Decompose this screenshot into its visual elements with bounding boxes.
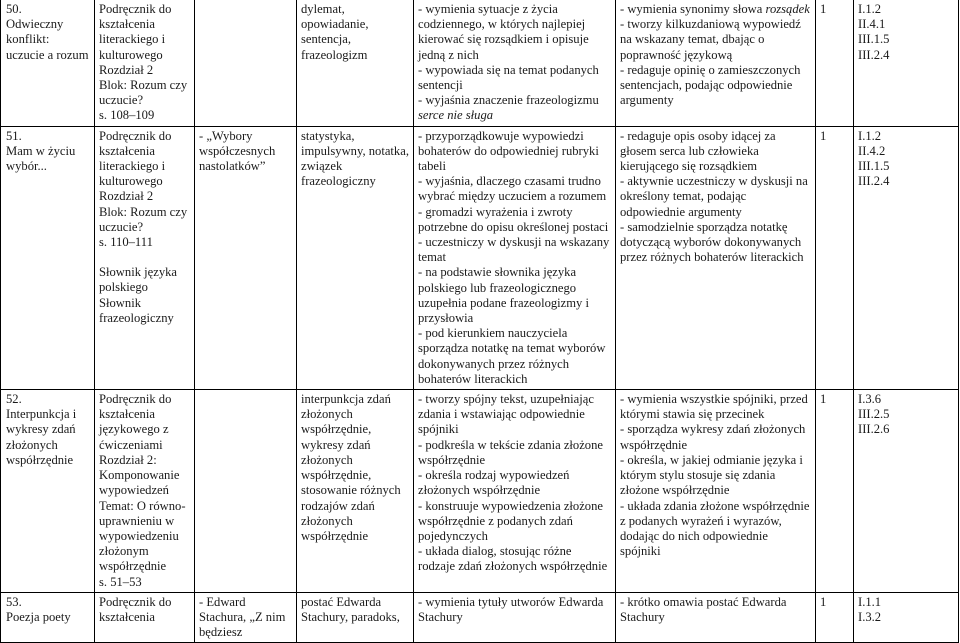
basic-requirements-cell (414, 592, 616, 643)
word-italic: rozsądek (765, 2, 810, 16)
texts-cell (195, 126, 297, 389)
extended-requirements-cell (616, 390, 816, 593)
lesson-number: 50. (6, 2, 22, 16)
table-row (1, 0, 959, 126)
basic-requirements-cell (414, 126, 616, 389)
hours-cell (816, 592, 854, 643)
lesson-topic: Mam w życiu wybór... (6, 143, 76, 174)
basic-line: - określa rodzaj wypowiedzeń złożonych współrzędnie (418, 468, 570, 498)
extended-line: - tworzy kilkuzdaniową wypowiedź na wskazany temat, dbając o poprawność językową (620, 17, 801, 62)
lesson-number: 51. (6, 128, 22, 143)
concepts-cell (297, 126, 414, 389)
sources-text: Podręcznik do kształcenia literackiego i kulturowego Rozdział 2 Blok: Rozum czy uczucie? s. 110–111 (99, 128, 188, 250)
texts-cell (195, 390, 297, 593)
basic-line: - pod kierunkiem nauczyciela sporządza notatkę na temat wyborów dokonywanych przez różnych bohaterów literackich (418, 326, 606, 386)
extended-line-prefix: - wymienia synonimy słowa (620, 2, 766, 16)
basic-line: - na podstawie słownika języka polskiego lub frazeologicznego uzupełnia podane frazeologizmy i przysłowia (418, 265, 589, 326)
extended-line: - krótko omawia postać Edwarda Stachury (620, 594, 787, 624)
basic-line: - wymienia sytuacje z życia codziennego, w których najlepiej kierować się rozsądkiem i opisuje jedną z nich (418, 2, 589, 62)
lesson-topic: Interpunkcja i wykresy zdań złożonych współrzędnie (6, 407, 77, 467)
hours-cell (816, 390, 854, 593)
basic-line: - układa dialog, stosując różne rodzaje zdań złożonych współrzędnie (418, 544, 608, 574)
concepts-text: interpunkcja zdań złożonych współrzędnie, wykresy zdań złożonych współrzędnie, stosowanie różnych rodzajów zdań złożonych współrzędnie (301, 392, 401, 543)
basic-line: - podkreśla w tekście zdania złożone współrzędnie (418, 437, 603, 467)
sources-text: Podręcznik do kształcenia literackiego i kulturowego Rozdział 2 Blok: Rozum czy uczucie? s. 108–109 (99, 2, 188, 123)
extended-line: - redaguje opinię o zamieszczonych sentencjach, podając odpowiednie argumenty (620, 62, 801, 108)
core-curriculum-codes: I.3.6 III.2.5 III.2.6 (858, 392, 890, 437)
sources-cell (95, 390, 195, 593)
basic-requirements-cell (414, 0, 616, 126)
lesson-cell (1, 0, 95, 126)
hours-value: 1 (820, 2, 827, 16)
lesson-cell (1, 592, 95, 643)
concepts-text: dylemat, opowiadanie, sentencja, frazeologizm (301, 2, 369, 62)
lesson-number: 53. (6, 594, 22, 609)
sources-cell (95, 592, 195, 643)
hours-value: 1 (820, 128, 827, 143)
extended-line: - redaguje opis osoby idącej za głosem serca lub człowieka kierującego się rozsądkiem (620, 128, 776, 174)
basic-line: - wymienia tytuły utworów Edwarda Stachury (418, 594, 604, 624)
texts-text: - Edward Stachura, „Z nim będziesz (199, 594, 286, 640)
basic-line: - wypowiada się na temat podanych sentencji (418, 62, 599, 93)
texts-text: - „Wybory współczesnych nastolatków” (199, 128, 276, 174)
core-curriculum-cell (854, 126, 959, 389)
basic-line: - wyjaśnia, dlaczego czasami trudno wybrać między uczuciem a rozumem (418, 174, 607, 204)
extended-line: - określa, w jakiej odmianie języka i którym stylu stosuje się zdania złożone współrzędnie (620, 452, 803, 498)
extended-line: - aktywnie uczestniczy w dyskusji na określony temat, podając odpowiednie argumenty (620, 174, 808, 219)
extended-line: - wymienia wszystkie spójniki, przed którymi stawia się przecinek (620, 392, 808, 422)
lesson-number: 52. (6, 392, 22, 407)
spacer (99, 250, 190, 265)
basic-line: - gromadzi wyrażenia i zwroty potrzebne do opisu określonej postaci (418, 204, 609, 234)
basic-line: - konstruuje wypowiedzenia złożone współrzędnie z podanych zdań pojedynczych (418, 498, 603, 543)
extended-line: - układa zdania złożone współrzędnie z podanych wyrażeń i wyrazów, dodając do nich odpowiednie spójniki (620, 498, 810, 559)
core-curriculum-cell (854, 592, 959, 643)
lesson-topic: Odwieczny konflikt: uczucie a rozum (6, 17, 89, 62)
basic-line: - uczestniczy w dyskusji na wskazany temat (418, 235, 610, 265)
sources-extra-text: Słownik języka polskiego Słownik frazeologiczny (99, 265, 177, 325)
hours-value: 1 (820, 392, 827, 407)
phrase-italic: serce nie sługa (418, 108, 494, 123)
table-row (1, 126, 959, 389)
sources-cell (95, 0, 195, 126)
core-curriculum-codes: I.1.2 II.4.2 III.1.5 III.2.4 (858, 128, 890, 189)
sources-cell (95, 126, 195, 389)
extended-requirements-cell (616, 592, 816, 643)
lesson-cell (1, 126, 95, 389)
basic-requirements-cell (414, 390, 616, 593)
concepts-cell (297, 0, 414, 126)
hours-value: 1 (820, 594, 827, 609)
lesson-cell (1, 390, 95, 593)
hours-cell (816, 126, 854, 389)
hours-cell (816, 0, 854, 126)
extended-requirements-cell (616, 0, 816, 126)
core-curriculum-cell (854, 390, 959, 593)
extended-requirements-cell (616, 126, 816, 389)
basic-line: - tworzy spójny tekst, uzupełniając zdania i wstawiając odpowiednie spójniki (418, 392, 594, 437)
extended-line: - sporządza wykresy zdań złożonych współrzędnie (620, 422, 806, 452)
lesson-topic: Poezja poety (6, 609, 71, 624)
concepts-text: postać Edwarda Stachury, paradoks, (301, 594, 400, 624)
table-row (1, 592, 959, 643)
concepts-text: statystyka, impulsywny, notatka, związek frazeologiczny (301, 128, 409, 189)
texts-cell (195, 0, 297, 126)
sources-text: Podręcznik do kształcenia (99, 594, 172, 624)
concepts-cell (297, 390, 414, 593)
sources-text: Podręcznik do kształcenia językowego z ćwiczeniami Rozdział 2: Komponowanie wypowiedzeń Temat: O równo-uprawnieniu w wypowiedzeniu złożonym współrzędnie s. 51–53 (99, 392, 186, 589)
table-row (1, 390, 959, 593)
basic-line: - przyporządkowuje wypowiedzi bohaterów do odpowiedniej rubryki tabeli (418, 128, 599, 174)
core-curriculum-codes: I.1.2 II.4.1 III.1.5 III.2.4 (858, 2, 890, 62)
extended-line: - samodzielnie sporządza notatkę dotyczącą wyborów dokonywanych przez różnych bohaterów literackich (620, 219, 804, 265)
core-curriculum-cell (854, 0, 959, 126)
core-curriculum-codes: I.1.1 I.3.2 (858, 594, 882, 624)
texts-cell (195, 592, 297, 643)
concepts-cell (297, 592, 414, 643)
basic-line: - wyjaśnia znaczenie frazeologizmu (418, 93, 599, 108)
